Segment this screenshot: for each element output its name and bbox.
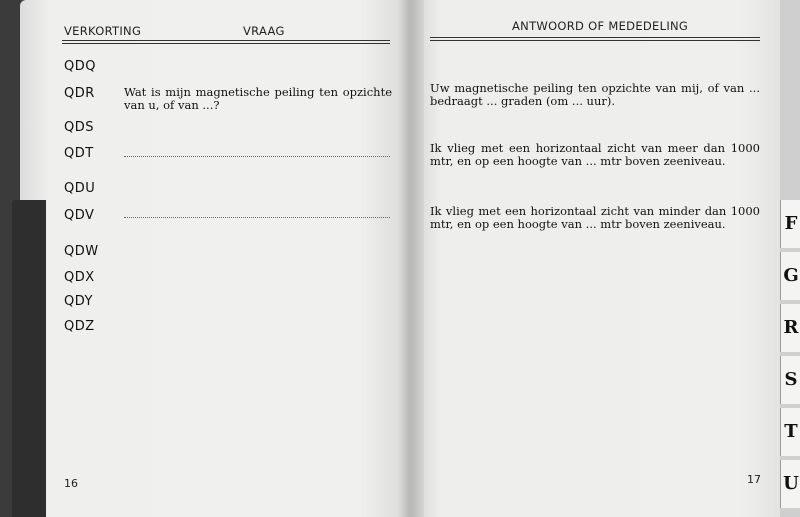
code-qdy: QDY	[64, 294, 93, 309]
header-rule-top	[62, 40, 390, 41]
index-tab-t[interactable]: T	[780, 408, 800, 456]
question-blank-qdt	[124, 156, 390, 157]
question-blank-qdv	[124, 217, 390, 218]
code-qdq: QDQ	[64, 59, 96, 74]
header-question: VRAAG	[243, 24, 285, 38]
index-tab-r[interactable]: R	[780, 304, 800, 352]
thumb-index	[780, 200, 800, 517]
code-qdr: QDR	[64, 86, 95, 101]
header-rule-bottom	[62, 43, 390, 44]
page-number-left: 16	[64, 477, 78, 490]
question-qdr: Wat is mijn magnetische peiling ten opzichte van u, of van ...?	[124, 85, 392, 112]
code-qdx: QDX	[64, 270, 95, 285]
answer-qdv: Ik vlieg met een horizontaal zicht van minder dan 1000 mtr, en op een hoogte van ... mtr boven zeeniveau.	[430, 204, 760, 231]
header-rule-right-bottom	[430, 40, 760, 41]
header-abbreviation: VERKORTING	[64, 24, 142, 38]
header-answer: ANTWOORD OF MEDEDELING	[512, 19, 689, 33]
code-qdt: QDT	[64, 146, 94, 161]
left-cover-tab	[12, 200, 46, 517]
book-spine	[398, 0, 424, 517]
header-rule-right-top	[430, 37, 760, 38]
page-number-right: 17	[747, 473, 761, 486]
answer-qdr: Uw magnetische peiling ten opzichte van mij, of van ... bedraagt ... graden (om ... uur).	[430, 81, 760, 108]
right-page	[411, 0, 780, 517]
answer-qdt: Ik vlieg met een horizontaal zicht van meer dan 1000 mtr, en op een hoogte van ... mtr boven zeeniveau.	[430, 141, 760, 168]
index-tab-s[interactable]: S	[780, 356, 800, 404]
code-qdw: QDW	[64, 244, 99, 259]
code-qdz: QDZ	[64, 319, 95, 334]
index-tab-g[interactable]: G	[780, 252, 800, 300]
index-tab-u[interactable]: U	[780, 460, 800, 508]
code-qdu: QDU	[64, 181, 96, 196]
code-qdv: QDV	[64, 208, 95, 223]
code-qds: QDS	[64, 120, 94, 135]
index-tab-f[interactable]: F	[780, 200, 800, 248]
